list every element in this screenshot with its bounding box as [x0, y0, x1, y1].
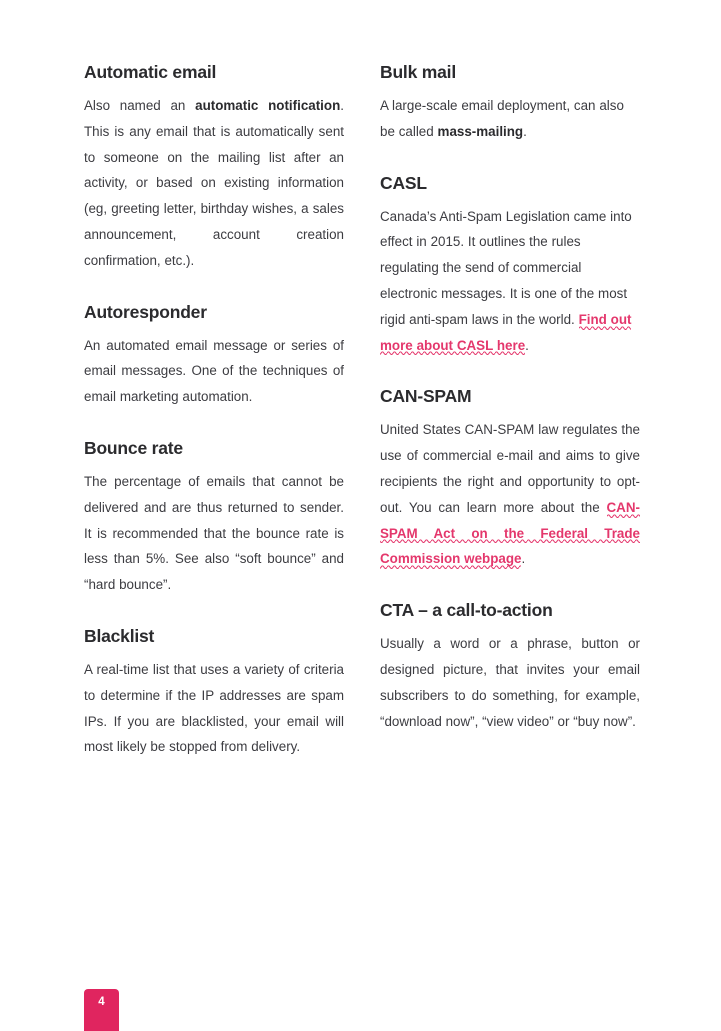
glossary-entry-can-spam [380, 386, 640, 572]
term-definition [84, 93, 344, 274]
definition-text: Also named an [84, 98, 196, 113]
glossary-entry-automatic-email [84, 62, 344, 274]
term-definition [380, 93, 640, 145]
definition-text: A large-scale email deployment, can also be called [380, 98, 624, 139]
term-heading: Bulk mail [380, 62, 457, 82]
glossary-entry-autoresponder [84, 302, 344, 410]
glossary-entry-blacklist [84, 626, 344, 760]
term-heading: Blacklist [84, 625, 155, 646]
can-spam-ftc-webpage-link[interactable]: CAN-SPAM Act on the Federal Trade Commission webpage [380, 500, 640, 570]
term-definition: Usually a word or a phrase, button or designed picture, that invites your email subscribers to do something, for example, “download now”, “view video” or “buy now”. [380, 636, 640, 729]
two-column-layout [84, 62, 640, 760]
glossary-entry-cta [380, 600, 640, 734]
definition-text: Canada’s Anti-Spam Legislation came into effect in 2015. It outlines the rules regulating the send of commercial electronic messages. It is one of the most rigid anti-spam laws in the world. [380, 208, 632, 327]
term-heading: CTA – a call-to-action [380, 600, 553, 621]
definition-text: . [523, 123, 527, 139]
glossary-entry-casl [380, 173, 640, 359]
definition-text: . This is any email that is automatically sent to someone on the mailing list after an activity, or based on existing information (eg, greeting letter, birthday wishes, a sales announcement, account creation confirmation, etc.). [84, 98, 344, 268]
term-definition: An automated email message or series of email messages. One of the techniques of email marketing automation. [84, 337, 344, 405]
definition-text: United States CAN-SPAM law regulates the use of commercial e-mail and aims to give recipients the right and opportunity to opt-out. You can learn more about the [380, 422, 640, 515]
term-definition [380, 417, 640, 572]
glossary-entry-bounce-rate [84, 438, 344, 598]
term-heading: CASL [380, 172, 427, 193]
definition-text: . [525, 337, 529, 353]
page-number-badge [84, 989, 119, 1031]
page-number-label: 4 [98, 996, 105, 1008]
right-column [380, 62, 640, 760]
term-heading: Autoresponder [84, 301, 207, 322]
definition-text: . [521, 551, 526, 567]
definition-bold-phrase: mass-mailing [437, 123, 524, 139]
glossary-entry-bulk-mail [380, 62, 640, 145]
left-column [84, 62, 344, 760]
term-definition: The percentage of emails that cannot be delivered and are thus returned to sender. It is recommended that the bounce rate is less than 5%. See also “soft bounce” and “hard bounce”. [84, 473, 344, 593]
term-heading: CAN-SPAM [380, 386, 472, 407]
term-heading: Automatic email [84, 62, 217, 82]
term-definition: A real-time list that uses a variety of criteria to determine if the IP addresses are spam IPs. If you are blacklisted, your email will most likely be stopped from delivery. [84, 661, 344, 755]
casl-more-info-link[interactable]: Find out more about CASL here [380, 312, 631, 356]
term-definition [380, 204, 640, 359]
definition-bold-phrase: automatic notification [195, 98, 341, 113]
term-heading: Bounce rate [84, 437, 183, 458]
